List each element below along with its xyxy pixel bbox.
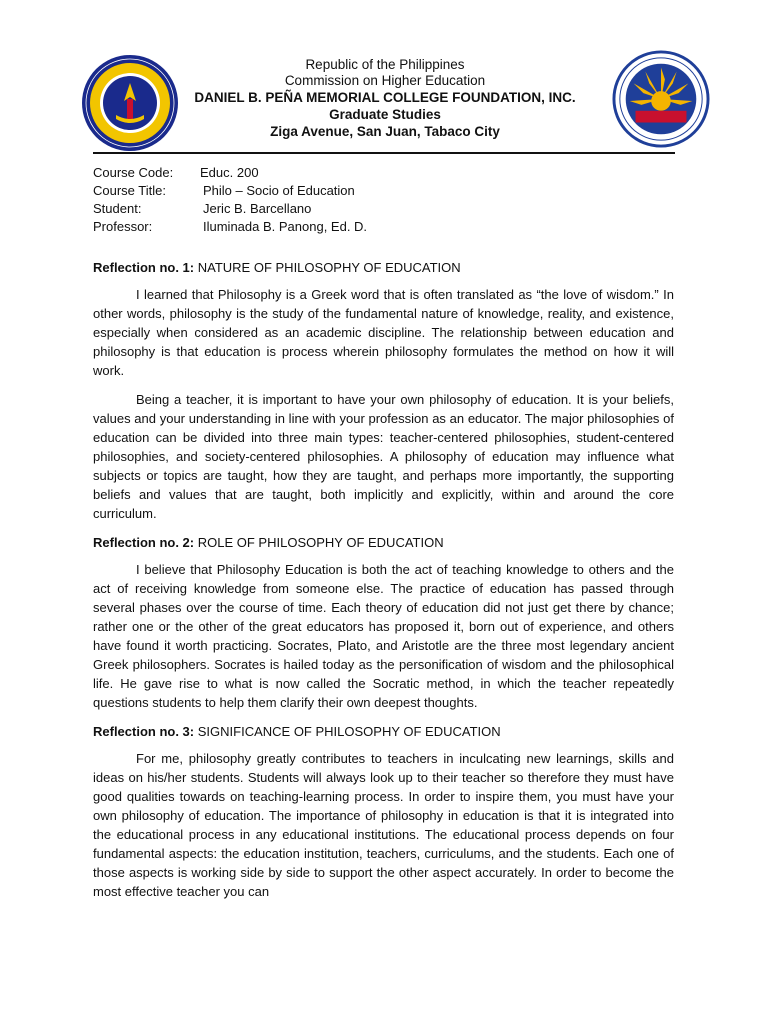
reflection-paragraph: For me, philosophy greatly contributes to teachers in inculcating new learnings, skills and ideas on his/her students. Students will always look up to their teacher so therefore they must have good qualities towards on teaching-learning process. In order to inspire them, you must have your own philosophy of education. The importance of philosophy in education is that it is integrated into the educational process in any educational institutions. The educational process depends on four fundamental aspects: the education institution, teachers, curriculums, and the students. Each one of those aspects is working side by side to support the other aspect accurately. In order to become the most effective teacher you can	[93, 751, 674, 899]
letterhead-college-name: DANIEL B. PEÑA MEMORIAL COLLEGE FOUNDATION, INC.	[194, 90, 576, 105]
course-info-row	[93, 182, 674, 200]
course-info-row	[93, 164, 674, 182]
reflection-title: SIGNIFICANCE OF PHILOSOPHY OF EDUCATION	[197, 724, 501, 739]
course-info-label: Course Code:	[93, 165, 174, 180]
course-info	[93, 164, 674, 236]
reflection-paragraph: I learned that Philosophy is a Greek word that is often translated as “the love of wisdom.” In other words, philosophy is the study of the fundamental nature of knowledge, reality, and existence, especially when considered as an academic discipline. The relationship between education and philosophy is that education is process wherein philosophy formulates the method on how it will work.	[93, 287, 674, 378]
letterhead-address: Ziga Avenue, San Juan, Tabaco City	[270, 124, 500, 139]
college-seal-logo	[80, 53, 180, 153]
course-info-row	[93, 218, 674, 236]
course-info-label: Professor:	[93, 219, 153, 234]
course-info-value: Philo – Socio of Education	[203, 183, 355, 198]
reflection-heading-2	[93, 533, 674, 552]
course-info-value: Educ. 200	[200, 165, 259, 180]
course-info-label: Course Title:	[93, 183, 166, 198]
ched-seal-logo	[612, 50, 710, 148]
reflection-title: ROLE OF PHILOSOPHY OF EDUCATION	[197, 535, 444, 550]
reflection-number: Reflection no. 3:	[93, 724, 195, 739]
reflection-heading-1	[93, 258, 674, 277]
letterhead-department: Graduate Studies	[329, 107, 441, 122]
course-info-label: Student:	[93, 201, 142, 216]
letterhead	[170, 57, 600, 140]
reflection-paragraph: I believe that Philosophy Education is both the act of teaching knowledge to others and the act of receiving knowledge from someone else. The practice of education has passed through several phases over the course of time. Each theory of education did not just get there by chance; rather one or the other of the great educators has proposed it, born out of experience, and others have found it worth practicing. Socrates, Plato, and Aristotle are the three most legendary ancient Greek philosophers. Socrates is hailed today as the personification of wisdom and the philosophical life. He gave rise to what is now called the Socratic method, in which the teacher repeatedly questions students to help them clarify their own deepest thoughts.	[93, 562, 674, 710]
reflection-paragraph: Being a teacher, it is important to have your own philosophy of education. It is your beliefs, values and your understanding in line with your profession as an educator. The major philosophies of education can be divided into three main types: teacher-centered philosophies, student-centered philosophies, and society-centered philosophies. A philosophy of education may influence what subjects or topics are taught, how they are taught, and perhaps more importantly, the supporting beliefs and values that are taught, both implicitly and explicitly, within and around the core curriculum.	[93, 392, 674, 521]
course-info-value: Jeric B. Barcellano	[203, 201, 312, 216]
letterhead-line-commission: Commission on Higher Education	[284, 73, 486, 88]
course-info-value: Iluminada B. Panong, Ed. D.	[203, 219, 368, 234]
reflection-title: NATURE OF PHILOSOPHY OF EDUCATION	[197, 260, 461, 275]
document-body	[93, 162, 674, 911]
reflection-number: Reflection no. 1:	[93, 260, 195, 275]
letterhead-line-republic: Republic of the Philippines	[305, 57, 465, 72]
course-info-row	[93, 200, 674, 218]
header-divider	[93, 152, 675, 154]
reflection-heading-3	[93, 722, 674, 741]
reflection-number: Reflection no. 2:	[93, 535, 195, 550]
